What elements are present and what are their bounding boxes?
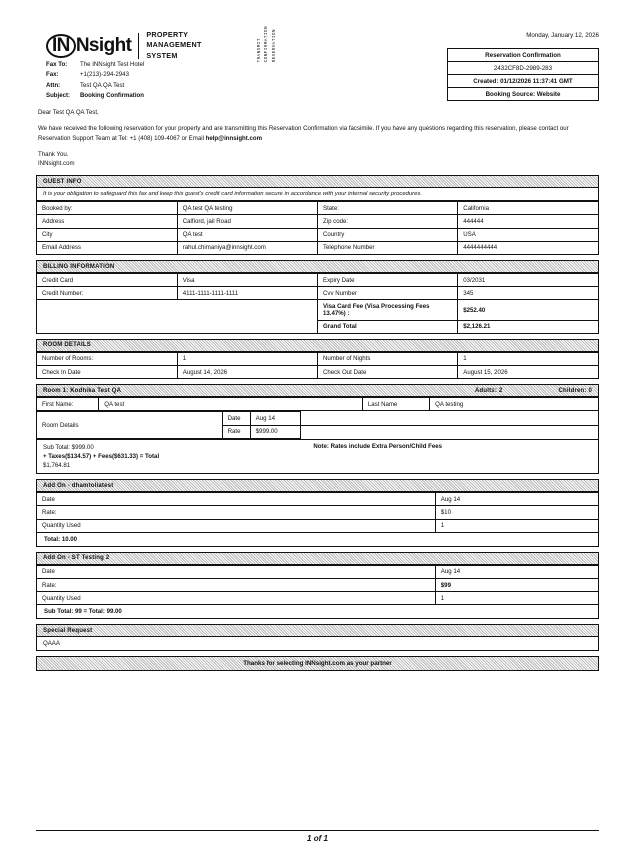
billing-title: BILLING INFORMATION	[43, 263, 115, 270]
fax-number-row	[46, 70, 144, 80]
guest-zip-value: 444444	[458, 215, 598, 228]
footer-divider	[36, 830, 599, 831]
room-1-children: Children: 0	[558, 387, 592, 394]
room-details-title: ROOM DETAILS	[43, 342, 91, 349]
room-1-header	[37, 385, 598, 397]
guest-booked-by-value: QA test QA testing	[177, 202, 317, 215]
table-row	[37, 365, 598, 378]
last-name-label: Last Name	[362, 398, 429, 411]
room-details-header	[37, 340, 598, 352]
fax-to-label: Fax To:	[46, 61, 68, 68]
rate-date-value: Aug 14	[250, 412, 300, 425]
letter-signature: INNsight.com	[38, 160, 75, 168]
fax-attn-label: Attn:	[46, 81, 61, 89]
fax-to-value: The INNsight Test Hotel	[80, 61, 145, 68]
addon-1-qty-label: Quantity Used	[37, 519, 435, 532]
first-name-value: QA test	[99, 398, 363, 411]
fax-number-value: +1(213)-294-2943	[80, 71, 129, 79]
guest-booked-by-label: Booked by:	[37, 202, 177, 215]
visa-fee-value: $252.40	[458, 300, 598, 320]
tagline-line-3: SYSTEM	[146, 50, 178, 60]
guest-state-value: California	[458, 202, 598, 215]
letter-salutation: Dear Test QA QA Test,	[38, 109, 99, 116]
addon-1-rate-value: $10	[435, 506, 598, 519]
table-row	[37, 493, 598, 506]
room-details-table	[37, 352, 598, 378]
page-header	[36, 22, 599, 104]
expiry-date-label: Expiry Date	[318, 274, 458, 287]
rate-label: Rate	[222, 425, 250, 438]
guest-info-header	[37, 176, 598, 188]
room-rate-note: Note: Rates include Extra Person/Child Fees	[313, 442, 442, 450]
billing-table	[37, 273, 598, 333]
first-name-label: First Name:	[37, 398, 99, 411]
addon-2-total: Sub Total: 99 = Total: 99.00	[44, 608, 122, 616]
room-1-adults: Adults: 2	[474, 387, 503, 394]
addon-2-qty-value: 1	[435, 592, 598, 605]
billing-header	[37, 261, 598, 273]
number-of-nights-label: Number of Nights	[318, 352, 458, 365]
addon-1-table	[37, 492, 598, 533]
guest-info-disclaimer: It is your obligation to safeguard this fax and keep this guest's credit card information secure in accordance with your internal security procedures.	[37, 188, 598, 201]
table-row	[37, 565, 598, 578]
guest-country-label: Country	[318, 228, 458, 241]
table-row	[37, 412, 598, 425]
guest-country-value: USA	[458, 228, 598, 241]
guest-state-label: State:	[318, 202, 458, 215]
thanks-banner: Thanks for selecting INNsight.com as your partner	[36, 656, 599, 671]
special-request-title: Special Request	[43, 627, 93, 634]
fax-subject-label: Subject:	[46, 92, 71, 100]
guest-email-value: rahul.chimaniya@innsight.com	[177, 241, 317, 254]
table-row	[37, 352, 598, 365]
reservation-confirmation-box	[447, 48, 599, 101]
vertical-mark-1: TRANSMIT	[257, 38, 262, 63]
billing-information-section	[36, 260, 599, 334]
room-1-guest-table	[37, 397, 598, 411]
page-number: 1 of 1	[307, 834, 328, 843]
check-out-value: August 15, 2026	[458, 365, 598, 378]
check-out-label: Check Out Date	[318, 365, 458, 378]
addon-2-rate-label: Rate:	[37, 578, 435, 591]
support-email: help@innsight.com	[205, 134, 263, 142]
room-details-label: Room Details	[37, 412, 222, 438]
letter-body	[38, 108, 599, 169]
reservation-number: 2432CF8D-2989-283	[448, 62, 598, 75]
guest-info-section	[36, 175, 599, 255]
vertical-mark-3: RESERVATION	[271, 29, 277, 63]
table-row	[37, 578, 598, 591]
page-footer	[36, 830, 599, 843]
table-row	[37, 274, 598, 287]
tagline-line-1: PROPERTY	[146, 30, 189, 39]
guest-city-value: QA test	[177, 228, 317, 241]
guest-zip-label: Zip code:	[318, 215, 458, 228]
addon-1-date-label: Date	[37, 493, 435, 506]
addon-1-total: Total: 10.00	[44, 535, 78, 543]
rate-date-label: Date	[222, 412, 250, 425]
reservation-source: Booking Source: Website	[485, 90, 561, 98]
addon-2-rate-value: $99	[435, 578, 598, 591]
room-total-value: $1,764.81	[43, 462, 71, 470]
guest-address-label: Address	[37, 215, 177, 228]
logo-divider	[138, 33, 139, 59]
guest-info-title: GUEST INFO	[43, 178, 82, 185]
room-1-totals	[43, 443, 159, 470]
guest-address-value: Calfiord, jail Road	[177, 215, 317, 228]
letter-paragraph-text: We have received the following reservation for your property and are transmitting this Reservation Confirmation via facsimile. If you have any questions regarding this reservation, please contact our Reservation Support Team at Tel: +1 (408) 109-4067 or Email	[38, 124, 569, 142]
table-row	[37, 287, 598, 300]
number-of-rooms-value: 1	[177, 352, 317, 365]
grand-total-value: $2,126.21	[463, 323, 491, 331]
logo-wordmark	[46, 34, 131, 58]
addon-1-date-value: Aug 14	[435, 493, 598, 506]
expiry-date-value: 03/2031	[458, 274, 598, 287]
check-in-label: Check In Date	[37, 365, 177, 378]
number-of-nights-value: 1	[458, 352, 598, 365]
rate-value: $999.00	[250, 425, 300, 438]
room-1-section	[36, 384, 599, 474]
fax-attn-value: Test QA QA Test	[80, 81, 125, 89]
credit-card-value: Visa	[177, 274, 317, 287]
vertical-marks	[258, 26, 277, 62]
letter-thanks: Thank You.	[38, 150, 69, 158]
table-row	[37, 202, 598, 215]
letter-paragraph	[38, 124, 599, 144]
room-1-name: Room 1: Kodhika Test QA	[43, 387, 122, 394]
logo-nsight-text: Nsight	[75, 34, 132, 56]
special-request-header	[37, 625, 598, 637]
guest-info-table	[37, 201, 598, 254]
tagline-line-2: MANAGEMENT	[146, 40, 202, 50]
last-name-value: QA testing	[430, 398, 598, 411]
visa-fee-label: Visa Card Fee (Visa Processing Fees 13.47%) :	[318, 300, 458, 320]
addon-2-title: Add On - ST Testing 2	[43, 555, 110, 562]
addon-1-section	[36, 479, 599, 547]
guest-city-label: City	[37, 228, 177, 241]
credit-number-value: 4111-1111-1111-1111	[177, 287, 317, 300]
credit-card-label: Credit Card	[37, 274, 177, 287]
table-row	[37, 320, 598, 333]
addon-1-rate-label: Rate:	[37, 506, 435, 519]
reservation-created: Created: 01/12/2026 11:37:41 GMT	[448, 75, 598, 88]
room-1-rate-table	[37, 411, 598, 438]
addon-2-date-label: Date	[37, 565, 435, 578]
table-row	[37, 215, 598, 228]
table-row	[37, 228, 598, 241]
fax-subject-value: Booking Confirmation	[80, 92, 144, 100]
table-row	[37, 300, 598, 320]
addon-2-section	[36, 552, 599, 620]
fax-subject-row	[46, 91, 144, 101]
vertical-mark-2: CONFIRMATION	[264, 26, 270, 63]
logo-in-mark: IN	[46, 34, 76, 58]
innsight-logo	[46, 30, 202, 61]
number-of-rooms-label: Number of Rooms:	[37, 352, 177, 365]
addon-2-date-value: Aug 14	[435, 565, 598, 578]
fax-to-row	[46, 60, 144, 70]
check-in-value: August 14, 2026	[177, 365, 317, 378]
date-stamp: Monday, January 12, 2026	[526, 32, 599, 39]
guest-phone-label: Telephone Number	[318, 241, 458, 254]
fax-number-label: Fax:	[46, 71, 59, 79]
addon-2-qty-label: Quantity Used	[37, 592, 435, 605]
guest-phone-value: 4444444444	[458, 241, 598, 254]
fax-attn-row	[46, 81, 144, 91]
table-row	[37, 519, 598, 532]
addon-1-header	[37, 480, 598, 492]
table-row	[37, 241, 598, 254]
cvv-label: Cvv Number	[318, 287, 458, 300]
fax-header-block	[46, 60, 144, 102]
addon-2-table	[37, 565, 598, 606]
table-row	[37, 398, 598, 411]
table-row	[37, 506, 598, 519]
room-details-section	[36, 339, 599, 379]
room-1-occupancy	[475, 388, 592, 394]
room-1-summary	[37, 439, 598, 473]
addon-1-title: Add On - dhamtoliatest	[43, 482, 114, 489]
credit-number-label: Credit Number:	[37, 287, 177, 300]
grand-total-label: Grand Total	[318, 320, 458, 333]
table-row	[37, 592, 598, 605]
addon-2-header	[37, 553, 598, 565]
special-request-section	[36, 624, 599, 651]
room-sub-total: Sub Total: $999.00	[43, 443, 94, 451]
special-request-value: QAAA	[43, 640, 60, 648]
cvv-value: 345	[458, 287, 598, 300]
room-taxes-line: + Taxes($134.57) + Fees($631.33) = Total	[43, 452, 160, 460]
reservation-box-title: Reservation Confirmation	[448, 49, 598, 62]
logo-tagline	[146, 30, 201, 61]
guest-email-label: Email Address	[37, 241, 177, 254]
addon-1-qty-value: 1	[435, 519, 598, 532]
